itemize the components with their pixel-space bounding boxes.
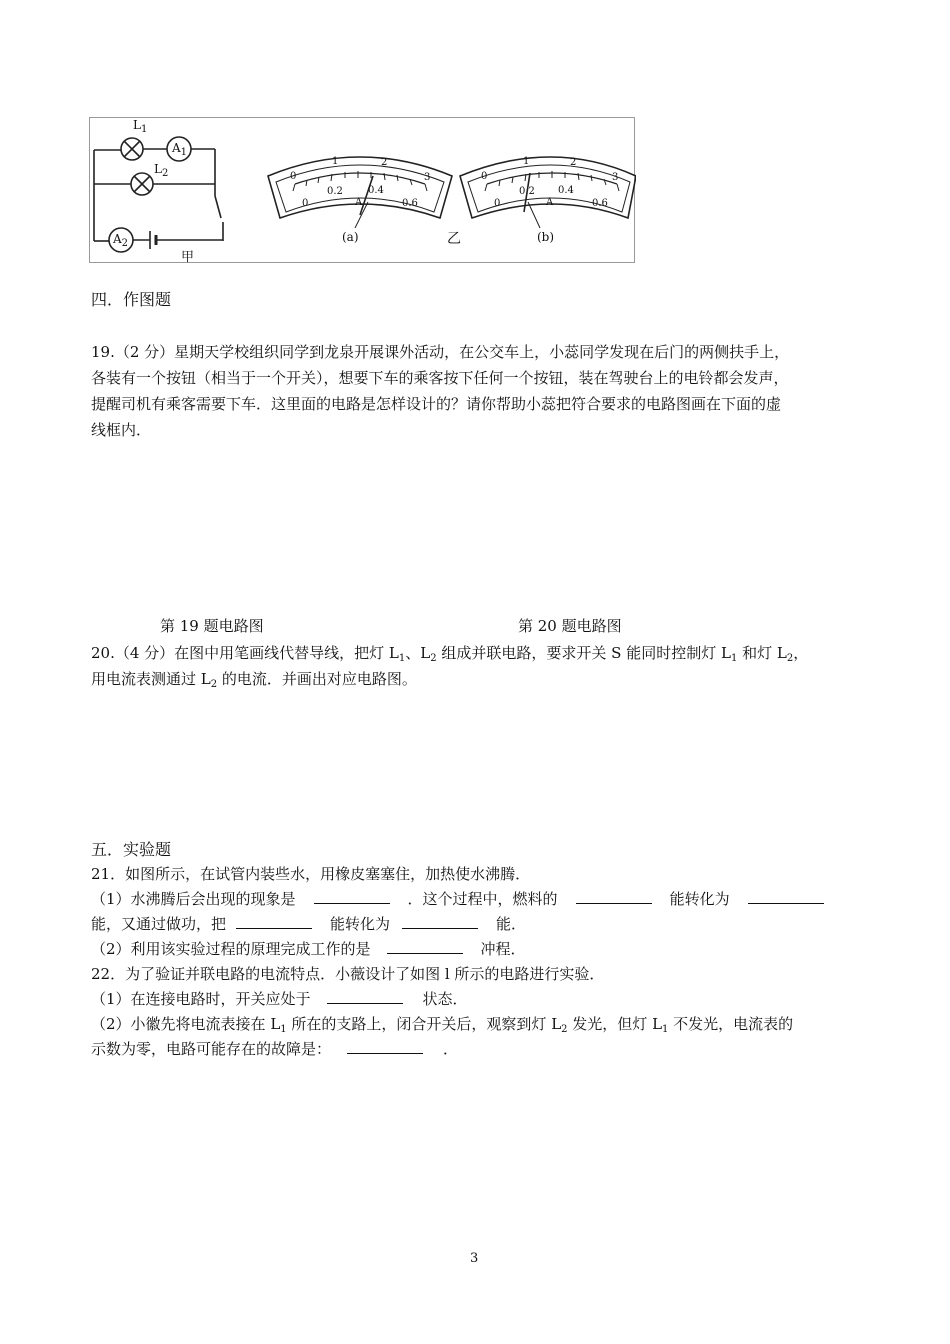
- answer-blank[interactable]: [236, 914, 312, 929]
- q21-part2: （2）利用该实验过程的原理完成工作的是 冲程．: [91, 940, 526, 958]
- meter-b-bottom-2: 0.4: [558, 185, 574, 196]
- label-L2: $L_2$: [154, 162, 169, 179]
- meter-b-bottom-0: 0: [494, 198, 501, 209]
- label-A1: $A_1$: [172, 141, 188, 158]
- answer-blank[interactable]: [327, 989, 403, 1004]
- meter-b-bottom-3: 0.6: [592, 198, 608, 209]
- meter-a-top-0: 0: [290, 171, 297, 182]
- label-jia: 甲: [181, 250, 195, 265]
- q22-stem: 22．为了验证并联电路的电流特点．小薇设计了如图 l 所示的电路进行实验．: [91, 965, 605, 983]
- answer-blank[interactable]: [314, 889, 390, 904]
- meter-a: [268, 157, 452, 228]
- meter-a-bottom-3: 0.6: [402, 198, 418, 209]
- answer-blank[interactable]: [402, 914, 478, 929]
- meter-b-bottom-1: 0.2: [519, 186, 535, 197]
- meter-a-bottom-1: 0.2: [327, 186, 343, 197]
- q21-part1-line2: 能，又通过做功，把 能转化为 能．: [91, 915, 527, 933]
- label-meter-b: (b): [537, 230, 555, 244]
- meter-b-top-3: 3: [612, 172, 619, 183]
- meter-a-bottom-0: 0: [302, 198, 309, 209]
- meter-a-top-2: 2: [381, 157, 388, 168]
- label-yi: 乙: [447, 231, 461, 247]
- answer-blank[interactable]: [347, 1039, 423, 1054]
- section5-title: 五．实验题: [91, 840, 172, 859]
- q20-line2: 用电流表测通过 $L_2$ 的电流．并画出对应电路图。: [91, 670, 417, 690]
- answer-blank[interactable]: [576, 889, 652, 904]
- answer-blank[interactable]: [748, 889, 824, 904]
- caption-q20: 第 20 题电路图: [518, 617, 622, 635]
- meter-a-unit: A: [355, 197, 363, 208]
- meter-a-top-3: 3: [424, 172, 431, 183]
- q19-line4: 线框内．: [91, 421, 152, 439]
- q20-line1: 20.（4 分）在图中用笔画线代替导线，把灯 $L_1$、$L_2$ 组成并联电路，要求开关 S 能同时控制灯 $L_1$ 和灯 $L_2$，: [91, 644, 809, 664]
- q21-part1-line1: （1）水沸腾后会出现的现象是 ．这个过程中，燃料的 能转化为: [91, 887, 830, 911]
- q19-line2: 各装有一个按钮（相当于一个开关），想要下车的乘客按下任何一个按钮，装在驾驶台上的电铃都会发声，: [91, 369, 789, 387]
- label-meter-a: (a): [342, 230, 359, 244]
- label-A2: $A_2$: [113, 232, 129, 249]
- meter-a-top-1: 1: [332, 156, 339, 167]
- q19-line1: 19.（2 分）星期天学校组织同学到龙泉开展课外活动，在公交车上，小蕊同学发现在后门的两侧扶手上，: [91, 343, 790, 361]
- q22-part2-line2: 示数为零，电路可能存在的故障是： ．: [91, 1040, 459, 1058]
- page-number: 3: [470, 1251, 479, 1266]
- q22-part2-line1: （2）小徽先将电流表接在 $L_1$ 所在的支路上，闭合开关后，观察到灯 $L_2$ 发光，但灯 $L_1$ 不发光，电流表的: [91, 1015, 794, 1035]
- caption-q19: 第 19 题电路图: [160, 617, 264, 635]
- q22-part1: （1）在连接电路时，开关应处于 状态．: [91, 990, 468, 1008]
- meter-b-top-1: 1: [523, 156, 530, 167]
- meter-a-bottom-2: 0.4: [368, 185, 384, 196]
- q19-line3: 提醒司机有乘客需要下车．这里面的电路是怎样设计的？请你帮助小蕊把符合要求的电路图画在下面的虚: [91, 395, 782, 413]
- meter-b: [460, 157, 636, 228]
- meter-b-top-2: 2: [570, 157, 577, 168]
- answer-blank[interactable]: [387, 939, 463, 954]
- section4-title: 四．作图题: [91, 290, 172, 309]
- q21-stem: 21．如图所示，在试管内装些水，用橡皮塞塞住，加热使水沸腾．: [91, 865, 531, 883]
- circuit-figure: [90, 118, 636, 264]
- label-L1: $L_1$: [133, 118, 148, 135]
- figure-panel: [89, 117, 635, 263]
- meter-b-top-0: 0: [481, 171, 488, 182]
- meter-b-unit: A: [546, 197, 554, 208]
